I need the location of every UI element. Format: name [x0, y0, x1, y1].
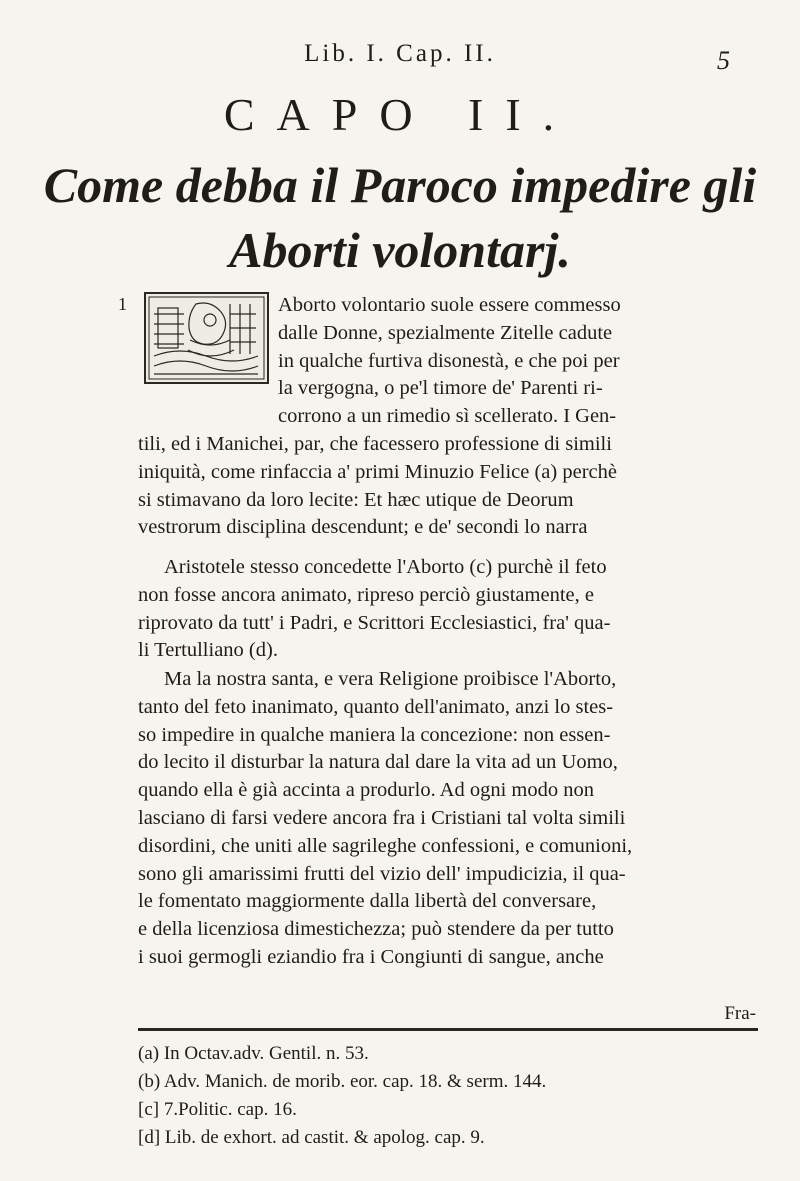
chapter-heading: CAPO II.	[223, 89, 577, 140]
text-line: corrono a un rimedio sì scellerato. I Gen-	[278, 405, 617, 428]
paragraph-2	[138, 554, 758, 665]
text-line: in qualche furtiva disonestà, e che poi per	[278, 349, 620, 372]
text-line: le fomentato maggiormente dalla libertà del conversare,	[138, 890, 597, 913]
text-line: tili, ed i Manichei, par, che facessero professione di simili	[138, 432, 612, 455]
text-line: si stimavano da loro lecite: Et hæc utique de Deorum	[138, 488, 574, 511]
footnote: (a) In Octav.adv. Gentil. n. 53.	[138, 1043, 369, 1064]
marginal-number: 1	[118, 294, 127, 314]
footnotes	[138, 1040, 758, 1152]
text-line: i suoi germogli eziandio fra i Congiunti di sangue, anche	[138, 945, 604, 968]
paragraph-1	[138, 292, 758, 542]
text-line: quando ella è già accinta a produrlo. Ad ogni modo non	[138, 779, 595, 802]
text-line: dalle Donne, spezialmente Zitelle cadute	[278, 321, 613, 344]
paragraph-3	[138, 666, 758, 972]
running-head-text: Lib. I. Cap. II.	[304, 40, 496, 67]
text-line: so impedire in qualche maniera la concezione: non essen-	[138, 723, 611, 746]
text-line: non fosse ancora animato, ripreso perciò giustamente, e	[138, 583, 594, 606]
footnote-rule	[138, 1028, 758, 1031]
text-line: li Tertulliano (d).	[138, 639, 278, 662]
text-line: Ma la nostra santa, e vera Religione proibisce l'Aborto,	[164, 668, 617, 690]
catchword: Fra-	[724, 1003, 756, 1024]
text-line: vestrorum disciplina descendunt; e de' secondi lo narra	[138, 516, 588, 539]
footnote: (b) Adv. Manich. de morib. eor. cap. 18. & serm. 144.	[138, 1071, 547, 1092]
page-number: 5	[717, 46, 730, 75]
text-line: la vergogna, o pe'l timore de' Parenti ri-	[278, 377, 603, 400]
text-line: e della licenziosa dimestichezza; può stendere da per tutto	[138, 918, 614, 941]
text-line: riprovato da tutt' i Padri, e Scrittori Ecclesiastici, fra' qua-	[138, 611, 611, 634]
text-line: Aristotele stesso concedette l'Aborto (c) purchè il feto	[164, 556, 607, 578]
text-line: iniquità, come rinfaccia a' primi Minuzio Felice (a) perchè	[138, 460, 617, 483]
text-line: lasciano di farsi vedere ancora fra i Cristiani tal volta simili	[138, 806, 626, 829]
text-line: disordini, che uniti alle sagrileghe confessioni, e comunioni,	[138, 834, 633, 857]
running-head	[0, 40, 800, 76]
text-line: Aborto volontario suole essere commesso	[278, 294, 621, 316]
text-line: do lecito il disturbar la natura dal dare la vita ad un Uomo,	[138, 751, 618, 774]
chapter-title-line-2: Aborti volontarj.	[229, 222, 571, 278]
footnote: [d] Lib. de exhort. ad castit. & apolog. cap. 9.	[138, 1127, 485, 1148]
footnote: [c] 7.Politic. cap. 16.	[138, 1099, 297, 1120]
text-line: tanto del feto inanimato, quanto dell'animato, anzi lo stes-	[138, 695, 614, 718]
text-line: sono gli amarissimi frutti del vizio dell' impudicizia, il qua-	[138, 862, 626, 885]
chapter-title-line-1: Come debba il Paroco impedire gli	[43, 157, 757, 213]
